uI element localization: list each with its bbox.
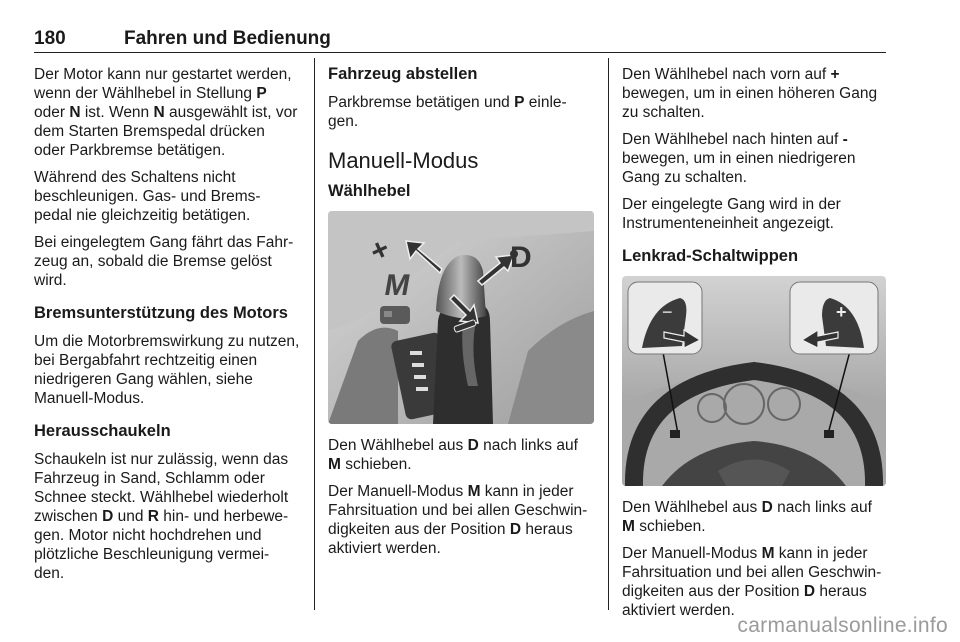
text: ausgewählt ist, vor dem Starten Bremspedal drücken oder Parkbremse betätigen. xyxy=(34,104,298,159)
paddle-minus-label: − xyxy=(662,302,673,322)
gear-symbol: D xyxy=(509,521,522,538)
page-title: Fahren und Bedienung xyxy=(124,28,331,49)
heading-engine-brake: Bremsunterstützung des Motors xyxy=(34,304,288,322)
paragraph-gear-display: Der eingelegte Gang wird in der Instrumenteneinheit angezeigt. xyxy=(622,196,841,232)
text: oder xyxy=(34,104,70,121)
text: Den Wählhebel nach hinten auf xyxy=(622,131,843,148)
text: bewegen, um in einen höheren Gang zu schalten. xyxy=(622,85,878,121)
paragraph-move-to-m xyxy=(622,498,888,536)
paragraph-shifting: Während des Schaltens nicht beschleunigen. Gas- und Brems- pedal nie gleichzeitig betätigen. xyxy=(34,169,261,224)
gear-symbol: P xyxy=(514,94,525,111)
paragraph-gear-engaged: Bei eingelegtem Gang fährt das Fahr- zeug an, sobald die Bremse gelöst wird. xyxy=(34,234,294,289)
text: hin- und herbewe- gen. Motor nicht hochdrehen und plötzliche Beschleunigung vermei- den. xyxy=(34,508,289,582)
text: schieben. xyxy=(634,518,706,535)
text: bewegen, um in einen niedrigeren Gang zu schalten. xyxy=(622,150,856,186)
gear-symbol: D xyxy=(467,437,479,454)
page-header xyxy=(34,26,886,53)
paragraph-parking xyxy=(328,93,594,131)
gear-symbol: D xyxy=(761,499,773,516)
column-left xyxy=(34,65,300,591)
text: schieben. xyxy=(340,456,412,473)
text: heraus aktiviert werden. xyxy=(328,521,573,557)
paragraph-engine-brake: Um die Motorbremswirkung zu nutzen, bei Bergabfahrt rechtzeitig einen niedrigeren Gang wählen, siehe Manuell-Modus. xyxy=(34,333,300,407)
column-right xyxy=(622,65,888,628)
paragraph-move-to-m xyxy=(328,436,594,474)
text: Der Motor kann nur gestartet werden, wenn der Wählhebel in Stellung xyxy=(34,66,292,102)
gear-symbol: D xyxy=(102,508,114,525)
text: Den Wählhebel aus xyxy=(622,499,762,516)
text: Parkbremse betätigen und xyxy=(328,94,515,111)
steering-paddles-illustration xyxy=(622,276,886,486)
m-label: M xyxy=(381,269,413,302)
paddle-plus-label: + xyxy=(836,302,847,322)
text: nach links auf xyxy=(478,437,578,454)
text: heraus aktiviert werden. xyxy=(622,583,867,619)
text: Der Manuell-Modus xyxy=(622,545,762,562)
page-number: 180 xyxy=(34,28,66,49)
paragraph-shift-up xyxy=(622,65,888,122)
gear-symbol: P xyxy=(256,85,267,102)
text: und xyxy=(113,508,148,525)
gear-symbol: D xyxy=(803,583,816,600)
heading-manual-mode: Manuell-Modus xyxy=(328,148,479,173)
svg-text:+: + xyxy=(364,231,395,270)
text: kann in jeder Fahrsituation und bei allen Geschwin- digkeiten aus der Position xyxy=(622,545,882,600)
heading-paddles: Lenkrad-Schaltwippen xyxy=(622,247,799,265)
paragraph-manual-activation xyxy=(622,544,888,620)
text: kann in jeder Fahrsituation und bei allen Geschwin- digkeiten aus der Position xyxy=(328,483,588,538)
gear-symbol: R xyxy=(147,508,159,525)
gear-symbol: + xyxy=(830,66,840,83)
column-divider xyxy=(608,58,609,610)
column-divider xyxy=(314,58,315,610)
gear-symbol: M xyxy=(761,545,775,562)
watermark: carmanualsonline.info xyxy=(737,614,948,637)
text: Den Wählhebel nach vorn auf xyxy=(622,66,831,83)
text: Der Manuell-Modus xyxy=(328,483,468,500)
gear-symbol: M xyxy=(622,518,635,535)
text: Den Wählhebel aus xyxy=(328,437,468,454)
paragraph-manual-activation xyxy=(328,482,594,558)
paragraph-engine-start xyxy=(34,65,300,160)
paragraph-shift-down xyxy=(622,130,888,187)
text: einle- gen. xyxy=(328,94,567,130)
text: ist. Wenn xyxy=(80,104,154,121)
gear-symbol: N xyxy=(153,104,165,121)
text: nach links auf xyxy=(772,499,872,516)
column-middle xyxy=(328,65,594,566)
heading-rocking: Herausschaukeln xyxy=(34,422,171,440)
text: Schaukeln ist nur zulässig, wenn das Fahrzeug in Sand, Schlamm oder Schnee steckt. Wählhebel wiederholt zwischen xyxy=(34,451,289,525)
paragraph-rocking xyxy=(34,450,300,583)
gear-symbol: M xyxy=(467,483,481,500)
gear-symbol: - xyxy=(842,131,848,148)
heading-selector-lever: Wählhebel xyxy=(328,182,411,200)
gear-symbol: M xyxy=(328,456,341,473)
d-label: D xyxy=(510,241,532,274)
gear-symbol: N xyxy=(69,104,81,121)
heading-parking: Fahrzeug abstellen xyxy=(328,65,478,83)
selector-lever-illustration xyxy=(328,211,594,424)
